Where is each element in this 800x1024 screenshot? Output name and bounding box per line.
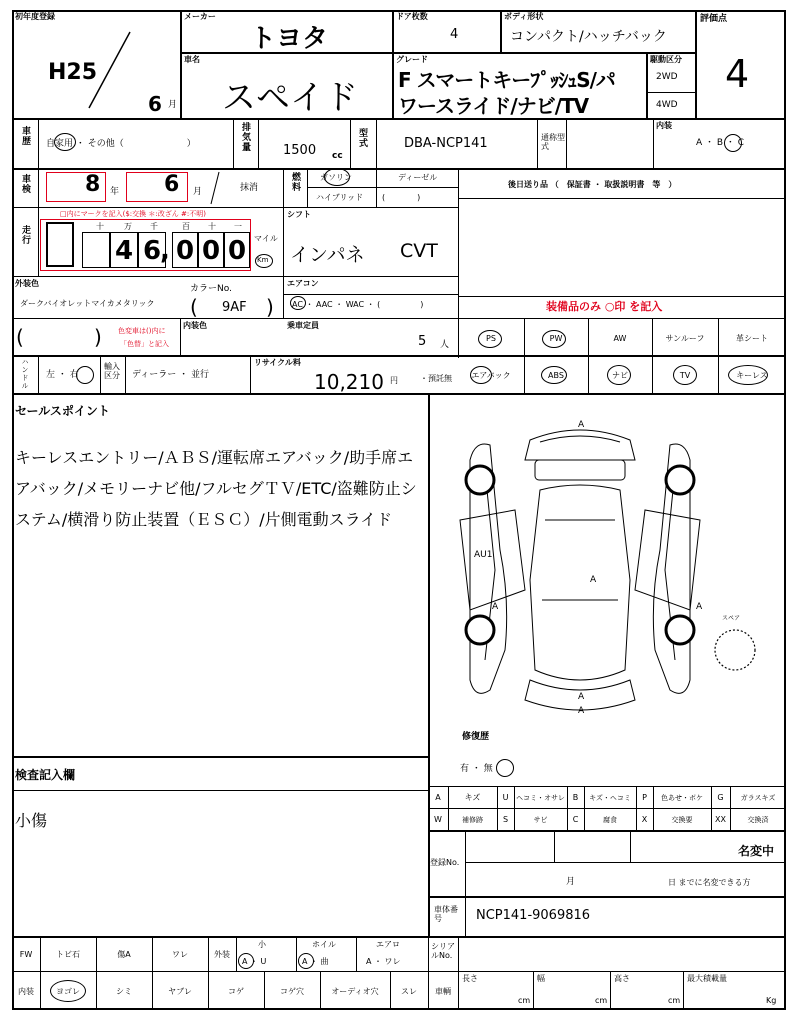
width-cm: cm [595,996,608,1005]
unit-6: 一 [234,222,242,231]
length-label: 長さ [462,974,478,983]
legend-desc-a: キズ [464,793,481,802]
interior-item-5: コゲ穴 [280,986,304,996]
color-change-paren-l: ( [16,325,24,349]
unit-2: 万 [124,222,132,231]
handle-value: 左 ・ 右 [46,370,79,380]
yen-unit: 円 [390,376,398,385]
mileage-digit-4: 0 [201,236,221,266]
legend-code-w: W [434,815,442,824]
mark-center: A [590,575,597,585]
sales-line-1: キーレスエントリー/ＡＢＳ/運転席エアバック/助手席エ [15,448,414,467]
fw-item-3: ワレ [172,950,188,959]
import-value: ディーラー ・ 並行 [132,370,210,380]
small-label: 小 [258,940,266,949]
repair-value: 有 ・ 無 [460,764,493,774]
equip-keyless: キーレス [736,370,768,380]
fuel-circle [324,168,350,186]
load-kg: Kg [766,996,777,1005]
equip-navi: ナビ [612,370,628,380]
digit-box-0 [82,232,110,268]
docs-title: 後日送り品 （ 保証書 ・ 取扱説明書 等 ） [508,180,677,189]
mark-rear-2: A [578,706,585,716]
sales-line-2: アバック/メモリーナビ他/フルセグＴＶ/ETC/盗難防止シ [15,479,417,498]
width-label: 幅 [537,974,545,983]
type-label: 型式 [357,128,367,148]
length-cm: cm [518,996,531,1005]
month-unit-2: 月 [193,187,203,197]
equip-keyless-circle [728,365,768,385]
equip-navi-circle [607,365,631,385]
sales-title: セールスポイント [15,404,110,418]
fuel-other: ( ) [382,193,421,202]
interior-grade-circle [724,134,742,152]
legend-desc-g: ガラスキズ [740,793,776,802]
mark-right: A [696,602,703,612]
handle-circle [76,366,94,384]
maker-value: トヨタ [250,24,329,54]
grade-line1: F スマートキーﾌﾟｯｼｭS/パ [398,68,615,92]
mileage-digit-5: 0 [227,236,247,266]
cc-unit: cc [332,151,343,161]
import-label: 輸入区分 [104,362,120,380]
wheel-circle [298,953,314,969]
first-reg-month: 6 [148,92,162,116]
mark-rear-1: A [578,692,585,702]
exterior-color: ダークバイオレットマイカメタリック [20,299,155,308]
insp-month: 6 [164,172,180,197]
year-unit: 年 [110,187,120,197]
color-no-paren-r: ) [266,295,274,319]
equip-tv-circle [673,365,697,385]
chassis-value: NCP141-9069816 [476,908,591,923]
aero-value: A ・ ワレ [366,957,401,966]
exterior-color-label: 外装色 [15,279,39,288]
mileage-note: □内にマークを記入($:交換 ＊:改ざん #:不明) [60,210,206,218]
exterior-bottom-label: 外装 [214,950,230,959]
mile-unit: マイル [254,234,278,243]
legend-desc-u: ヘコミ・オサレ [516,793,565,802]
damage-mark: AU1 [474,550,493,560]
legend-desc-c: 腐食 [603,815,617,824]
repair-circle [496,759,514,777]
spare-label: スペア [722,615,741,622]
equip-sunroof: サンルーフ [665,333,705,343]
legend-code-b: B [572,793,579,802]
load-label: 最大積載量 [687,974,727,983]
mark-front: A [578,420,585,430]
ac-label: エアコン [287,279,319,288]
mileage-digit-1: 4 [114,236,134,266]
legend-desc-w: 補修跡 [462,815,483,824]
interior-item-6: オーディオ穴 [331,986,379,996]
shift-label: シフト [287,210,311,219]
eval-value: 4 [725,52,750,96]
fuel-gas: ガソリン [320,173,352,182]
ac-value: AC ・ AAC ・ WAC ・ ( ) [292,300,424,309]
unit-3: 千 [150,222,158,231]
legend-code-s: S [502,815,509,824]
fuel-diesel: ディーゼル [398,173,438,182]
car-diagram [430,400,786,740]
drive-4wd: 4WD [656,100,678,110]
legend-desc-s: サビ [533,815,548,824]
grade-line2: ワースライド/ナビ/TV [398,94,589,118]
displacement-value: 1500 [283,143,317,158]
mileage-check-box [46,222,74,267]
interior-item-1: ヨゴレ [56,986,80,996]
inspection-label: 車検 [20,174,30,194]
change-note-2: 「色替」と記入 [120,340,169,348]
body-value: コンパクト/ハッチバック [510,29,667,45]
mileage-comma: , [160,236,170,266]
legend-code-xx: XX [715,815,726,824]
reg-month: 月 [566,877,576,887]
displacement-label: 排気量 [240,122,250,152]
name-change: 名変中 [738,844,775,858]
small-value: A ・ U [242,957,267,966]
dims-label: 車輌 [435,986,451,996]
legend-code-x: X [641,815,648,824]
legend-desc-b: キズ・ヘコミ [589,793,631,802]
repair-label: 修復歴 [462,732,490,742]
color-change-paren-r: ) [94,325,102,349]
recycle-label: リサイクル料 [254,358,301,367]
first-reg-year: H25 [48,60,98,85]
shift-pos: インパネ [290,244,365,266]
equip-abs: ABS [548,370,564,380]
doors-value: 4 [450,27,459,42]
equip-airbag: エアバック [471,370,511,380]
interior-color-label: 内装色 [183,321,207,330]
legend-code-p: P [642,793,647,802]
equip-aw: AW [613,333,627,343]
deposit-label: ・預託無 [420,374,452,383]
handle-label: ハンドル [21,358,29,390]
common-type-label: 通称型式 [541,133,565,151]
legend-desc-xx: 交換済 [747,815,769,824]
body-label: ボディ形状 [504,12,544,21]
month-unit: 月 [168,100,178,110]
insp-year: 8 [85,172,101,197]
legend-desc-p: 色あせ・ボケ [661,793,703,802]
fuel-hybrid: ハイブリッド [316,193,364,202]
inspection-notes-title: 検査記入欄 [15,768,76,782]
equip-tv: TV [679,370,691,380]
capacity-label: 乗車定員 [287,321,319,330]
interior-item-4: コゲ [228,986,244,996]
equip-airbag-circle [470,366,492,384]
history-circle [54,133,76,151]
equip-pw: PW [549,333,563,343]
wheel-value: A ・ 曲 [302,957,329,966]
color-no-label: カラーNo. [190,284,232,294]
legend-desc-x: 交換要 [671,815,693,824]
aero-label: エアロ [376,940,400,949]
mileage-label: 走行 [20,225,30,245]
legend-code-c: C [572,815,579,824]
interior-item-3: ヤブレ [168,986,192,996]
shift-type: CVT [400,240,438,262]
interior-item-2: シミ [116,986,132,996]
unit-4: 百 [182,222,190,231]
registration-label: 登録No. [430,858,460,867]
model-label: 車名 [184,55,200,64]
wheel-label: ホイル [312,940,336,949]
person-unit: 人 [440,340,450,350]
reg-day-note: 日 までに名変できる方 [668,878,751,887]
unit-5: 十 [208,222,216,231]
interior-grades: A ・ B ・ C [696,138,745,148]
eval-label: 評価点 [700,14,728,24]
small-circle [238,953,254,969]
change-note-1: 色変車は()内に [118,327,166,335]
color-no: 9AF [222,300,247,315]
mark-left: A [492,602,499,612]
doors-label: ドア枚数 [396,12,428,21]
capacity-value: 5 [418,334,427,349]
interior-item-7: スレ [401,986,417,996]
inspection-notes-text: 小傷 [15,811,48,830]
serial-label: シリアルNo. [431,942,455,960]
equip-ps: PS [486,333,496,343]
interior-bottom-label: 内装 [18,986,34,996]
km-unit: Km [257,256,269,264]
interior-item-1-circle [50,980,86,1002]
grade-label: グレード [396,55,428,64]
height-cm: cm [668,996,681,1005]
equipment-title: 装備品のみ ○印 を記入 [546,300,663,313]
history-label: 車歴 [20,126,30,146]
fw-item-1: トビ石 [56,950,80,959]
color-no-paren-l: ( [190,295,198,319]
drive-2wd: 2WD [656,72,678,82]
sales-line-3: ステム/横滑り防止装置（ＥＳＣ）/片側電動スライド [15,510,393,529]
fw-label: FW [19,950,33,959]
legend-code-a: A [435,793,441,802]
maker-label: メーカー [184,12,216,21]
equip-pw-circle [542,330,566,348]
first-reg-label: 初年度登録 [15,12,55,21]
km-circle [255,254,273,268]
fuel-label: 燃料 [290,172,300,192]
cancel-slash [205,170,225,206]
equip-leather: 革シート [736,333,768,343]
type-value: DBA-NCP141 [404,136,488,151]
mileage-digit-2: 6 [142,236,162,266]
height-label: 高さ [614,974,630,983]
mileage-digit-3: 0 [175,236,195,266]
equip-ps-circle [478,330,502,348]
equip-abs-circle [541,366,567,384]
drive-label: 駆動区分 [650,55,682,64]
cancelled-label: 抹消 [240,183,259,193]
legend-code-g: G [717,793,724,802]
date-slash [85,30,135,110]
fw-item-2: 傷A [117,950,131,959]
chassis-label: 車体番号 [434,905,458,923]
history-value: 自家用 ・ その他（ ） [46,139,196,149]
legend-code-u: U [502,793,509,802]
ac-circle [290,296,306,310]
unit-1: 十 [96,222,104,231]
interior-label: 内装 [656,121,672,130]
recycle-value: 10,210 [314,370,384,394]
model-value: スペイド [222,78,358,118]
